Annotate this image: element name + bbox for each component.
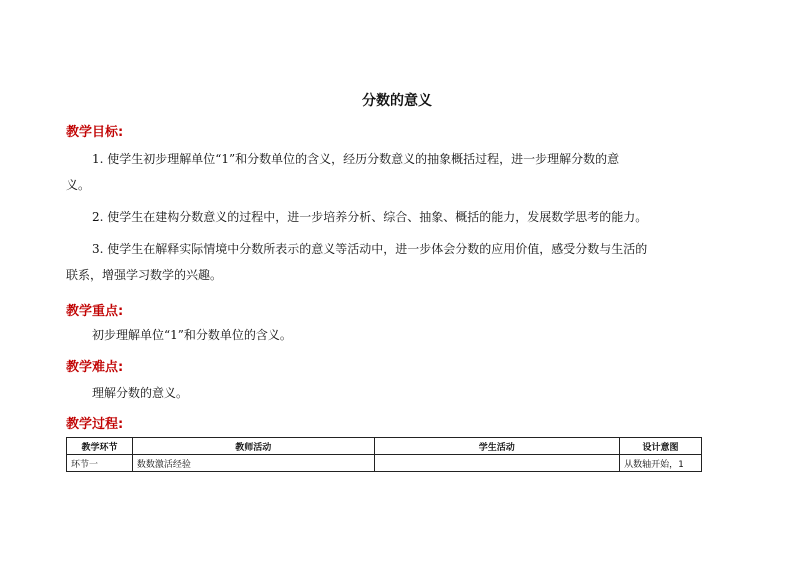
goal-item-1: 1. 使学生初步理解单位“1”和分数单位的含义，经历分数意义的抽象概括过程，进一步理解分数的意 [92, 152, 620, 166]
key-points-text: 初步理解单位“1”和分数单位的含义。 [92, 328, 292, 342]
cell-teacher-activity: 数数激活经验 [132, 455, 374, 472]
goal-item-3-continued: 联系，增强学习数学的兴趣。 [66, 268, 223, 282]
goal-item-1-continued: 义。 [66, 178, 91, 192]
goal-item-2: 2. 使学生在建构分数意义的过程中，进一步培养分析、综合、抽象、概括的能力，发展数学思考的能力。 [92, 210, 648, 224]
column-header-stage: 教学环节 [67, 438, 133, 455]
column-header-design-intent: 设计意图 [620, 438, 702, 455]
process-heading: 教学过程: [66, 417, 124, 432]
document-title: 分数的意义 [362, 93, 432, 109]
column-header-teacher-activity: 教师活动 [132, 438, 374, 455]
difficulties-text: 理解分数的意义。 [92, 386, 189, 400]
table-row [67, 455, 702, 472]
key-points-heading: 教学重点: [66, 304, 124, 319]
cell-student-activity [374, 455, 620, 472]
goals-heading: 教学目标: [66, 125, 124, 140]
difficulties-heading: 教学难点: [66, 360, 124, 375]
table-header-row [67, 438, 702, 455]
column-header-student-activity: 学生活动 [374, 438, 620, 455]
goal-item-3: 3. 使学生在解释实际情境中分数所表示的意义等活动中，进一步体会分数的应用价值，感受分数与生活的 [92, 242, 648, 256]
process-table [66, 437, 702, 472]
cell-design-intent: 从数轴开始，1 [620, 455, 702, 472]
cell-stage: 环节一 [67, 455, 133, 472]
